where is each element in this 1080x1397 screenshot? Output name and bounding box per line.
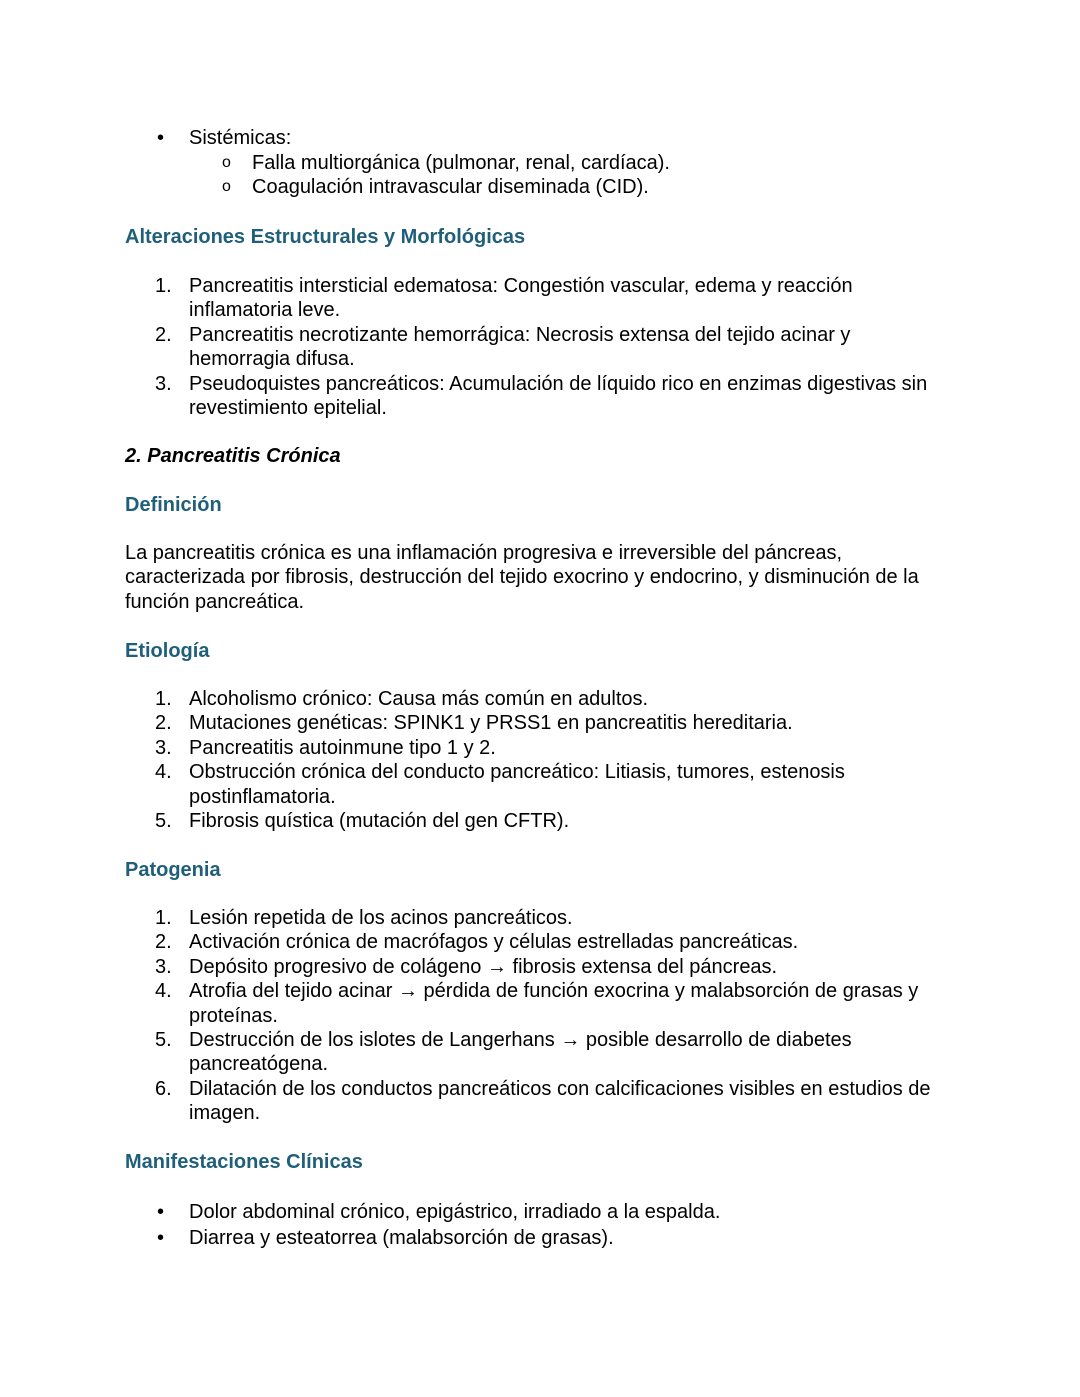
list-item xyxy=(125,1199,955,1225)
circle-bullet-icon: o xyxy=(222,154,231,171)
systemic-sublist xyxy=(189,151,670,200)
list-item-text: Alcoholismo crónico: Causa más común en adultos. xyxy=(189,688,649,710)
list-item-text: Pseudoquistes pancreáticos: Acumulación de líquido rico en enzimas digestivas sin revestimiento epitelial. xyxy=(189,372,928,420)
bullet-icon: • xyxy=(157,127,165,149)
definition-paragraph: La pancreatitis crónica es una inflamación progresiva e irreversible del páncreas, caracterizada por fibrosis, destrucción del tejido exocrino y endocrino, y disminución de la función pancreática. xyxy=(125,542,919,613)
list-item xyxy=(125,274,955,323)
patogenia-list xyxy=(125,906,955,1126)
list-item-text: Lesión repetida de los acinos pancreáticos. xyxy=(189,907,573,929)
list-item-text: Mutaciones genéticas: SPINK1 y PRSS1 en pancreatitis hereditaria. xyxy=(189,712,793,735)
sublist-item-text: Coagulación intravascular diseminada (CID). xyxy=(252,176,649,199)
list-item xyxy=(125,906,955,930)
list-number: 1. xyxy=(155,688,172,710)
list-number: 3. xyxy=(155,372,172,395)
list-item-text: Sistémicas: xyxy=(189,127,292,149)
list-item xyxy=(125,809,955,833)
list-number: 1. xyxy=(155,275,172,297)
systemic-list xyxy=(125,126,955,150)
list-item xyxy=(125,687,955,711)
list-number: 6. xyxy=(155,1077,172,1100)
list-number: 2. xyxy=(155,323,172,346)
list-number: 4. xyxy=(155,761,172,784)
section-heading-etiologia: Etiología xyxy=(125,640,210,662)
list-item xyxy=(125,736,955,760)
list-item xyxy=(125,1225,955,1251)
list-item-text: Dilatación de los conductos pancreáticos con calcificaciones visibles en estudios de imagen. xyxy=(189,1077,931,1125)
list-item xyxy=(125,126,955,150)
list-item xyxy=(125,979,955,1028)
list-item-text: Activación crónica de macrófagos y células estrelladas pancreáticas. xyxy=(189,931,799,954)
list-item xyxy=(125,955,955,979)
list-item-text: Pancreatitis autoinmune tipo 1 y 2. xyxy=(189,736,496,759)
list-item xyxy=(125,372,955,421)
bullet-icon: • xyxy=(157,1227,165,1249)
list-number: 5. xyxy=(155,1029,172,1052)
list-item-text: Pancreatitis necrotizante hemorrágica: Necrosis extensa del tejido acinar y hemorragia difusa. xyxy=(189,323,851,371)
list-item-text: Depósito progresivo de colágeno → fibrosis extensa del páncreas. xyxy=(189,955,778,978)
section-heading-definicion: Definición xyxy=(125,494,222,516)
list-number: 5. xyxy=(155,810,172,833)
alteraciones-list xyxy=(125,274,955,420)
list-item xyxy=(125,323,955,372)
list-item-text: Dolor abdominal crónico, epigástrico, irradiado a la espalda. xyxy=(189,1201,721,1223)
list-number: 2. xyxy=(155,931,172,954)
chapter-heading: 2. Pancreatitis Crónica xyxy=(125,445,341,467)
list-item-text: Diarrea y esteatorrea (malabsorción de grasas). xyxy=(189,1227,614,1249)
list-number: 3. xyxy=(155,955,172,978)
list-item xyxy=(125,1028,955,1077)
list-item-text: Fibrosis quística (mutación del gen CFTR). xyxy=(189,810,570,833)
bullet-icon: • xyxy=(157,1201,165,1223)
sublist-item xyxy=(189,151,670,175)
circle-bullet-icon: o xyxy=(222,178,231,196)
section-heading-alteraciones: Alteraciones Estructurales y Morfológicas xyxy=(125,226,526,248)
manifestaciones-list xyxy=(125,1199,955,1251)
list-number: 4. xyxy=(155,980,172,1003)
sublist-item-text: Falla multiorgánica (pulmonar, renal, cardíaca). xyxy=(252,152,670,174)
list-item xyxy=(125,930,955,954)
list-item xyxy=(125,711,955,735)
list-item-text: Pancreatitis intersticial edematosa: Congestión vascular, edema y reacción inflamatoria leve. xyxy=(189,275,853,322)
list-number: 2. xyxy=(155,712,172,735)
list-item xyxy=(125,1077,955,1126)
etiologia-list xyxy=(125,687,955,833)
list-item-text: Obstrucción crónica del conducto pancreático: Litiasis, tumores, estenosis postinflamatoria. xyxy=(189,761,845,808)
sublist-item xyxy=(189,175,670,199)
list-item-text: Atrofia del tejido acinar → pérdida de función exocrina y malabsorción de grasas y proteínas. xyxy=(189,980,919,1027)
section-heading-manifestaciones: Manifestaciones Clínicas xyxy=(125,1151,363,1173)
list-number: 1. xyxy=(155,907,172,929)
list-item-text: Destrucción de los islotes de Langerhans → posible desarrollo de diabetes pancreatógena. xyxy=(189,1029,852,1076)
section-heading-patogenia: Patogenia xyxy=(125,859,221,881)
list-item xyxy=(125,760,955,809)
list-number: 3. xyxy=(155,736,172,759)
